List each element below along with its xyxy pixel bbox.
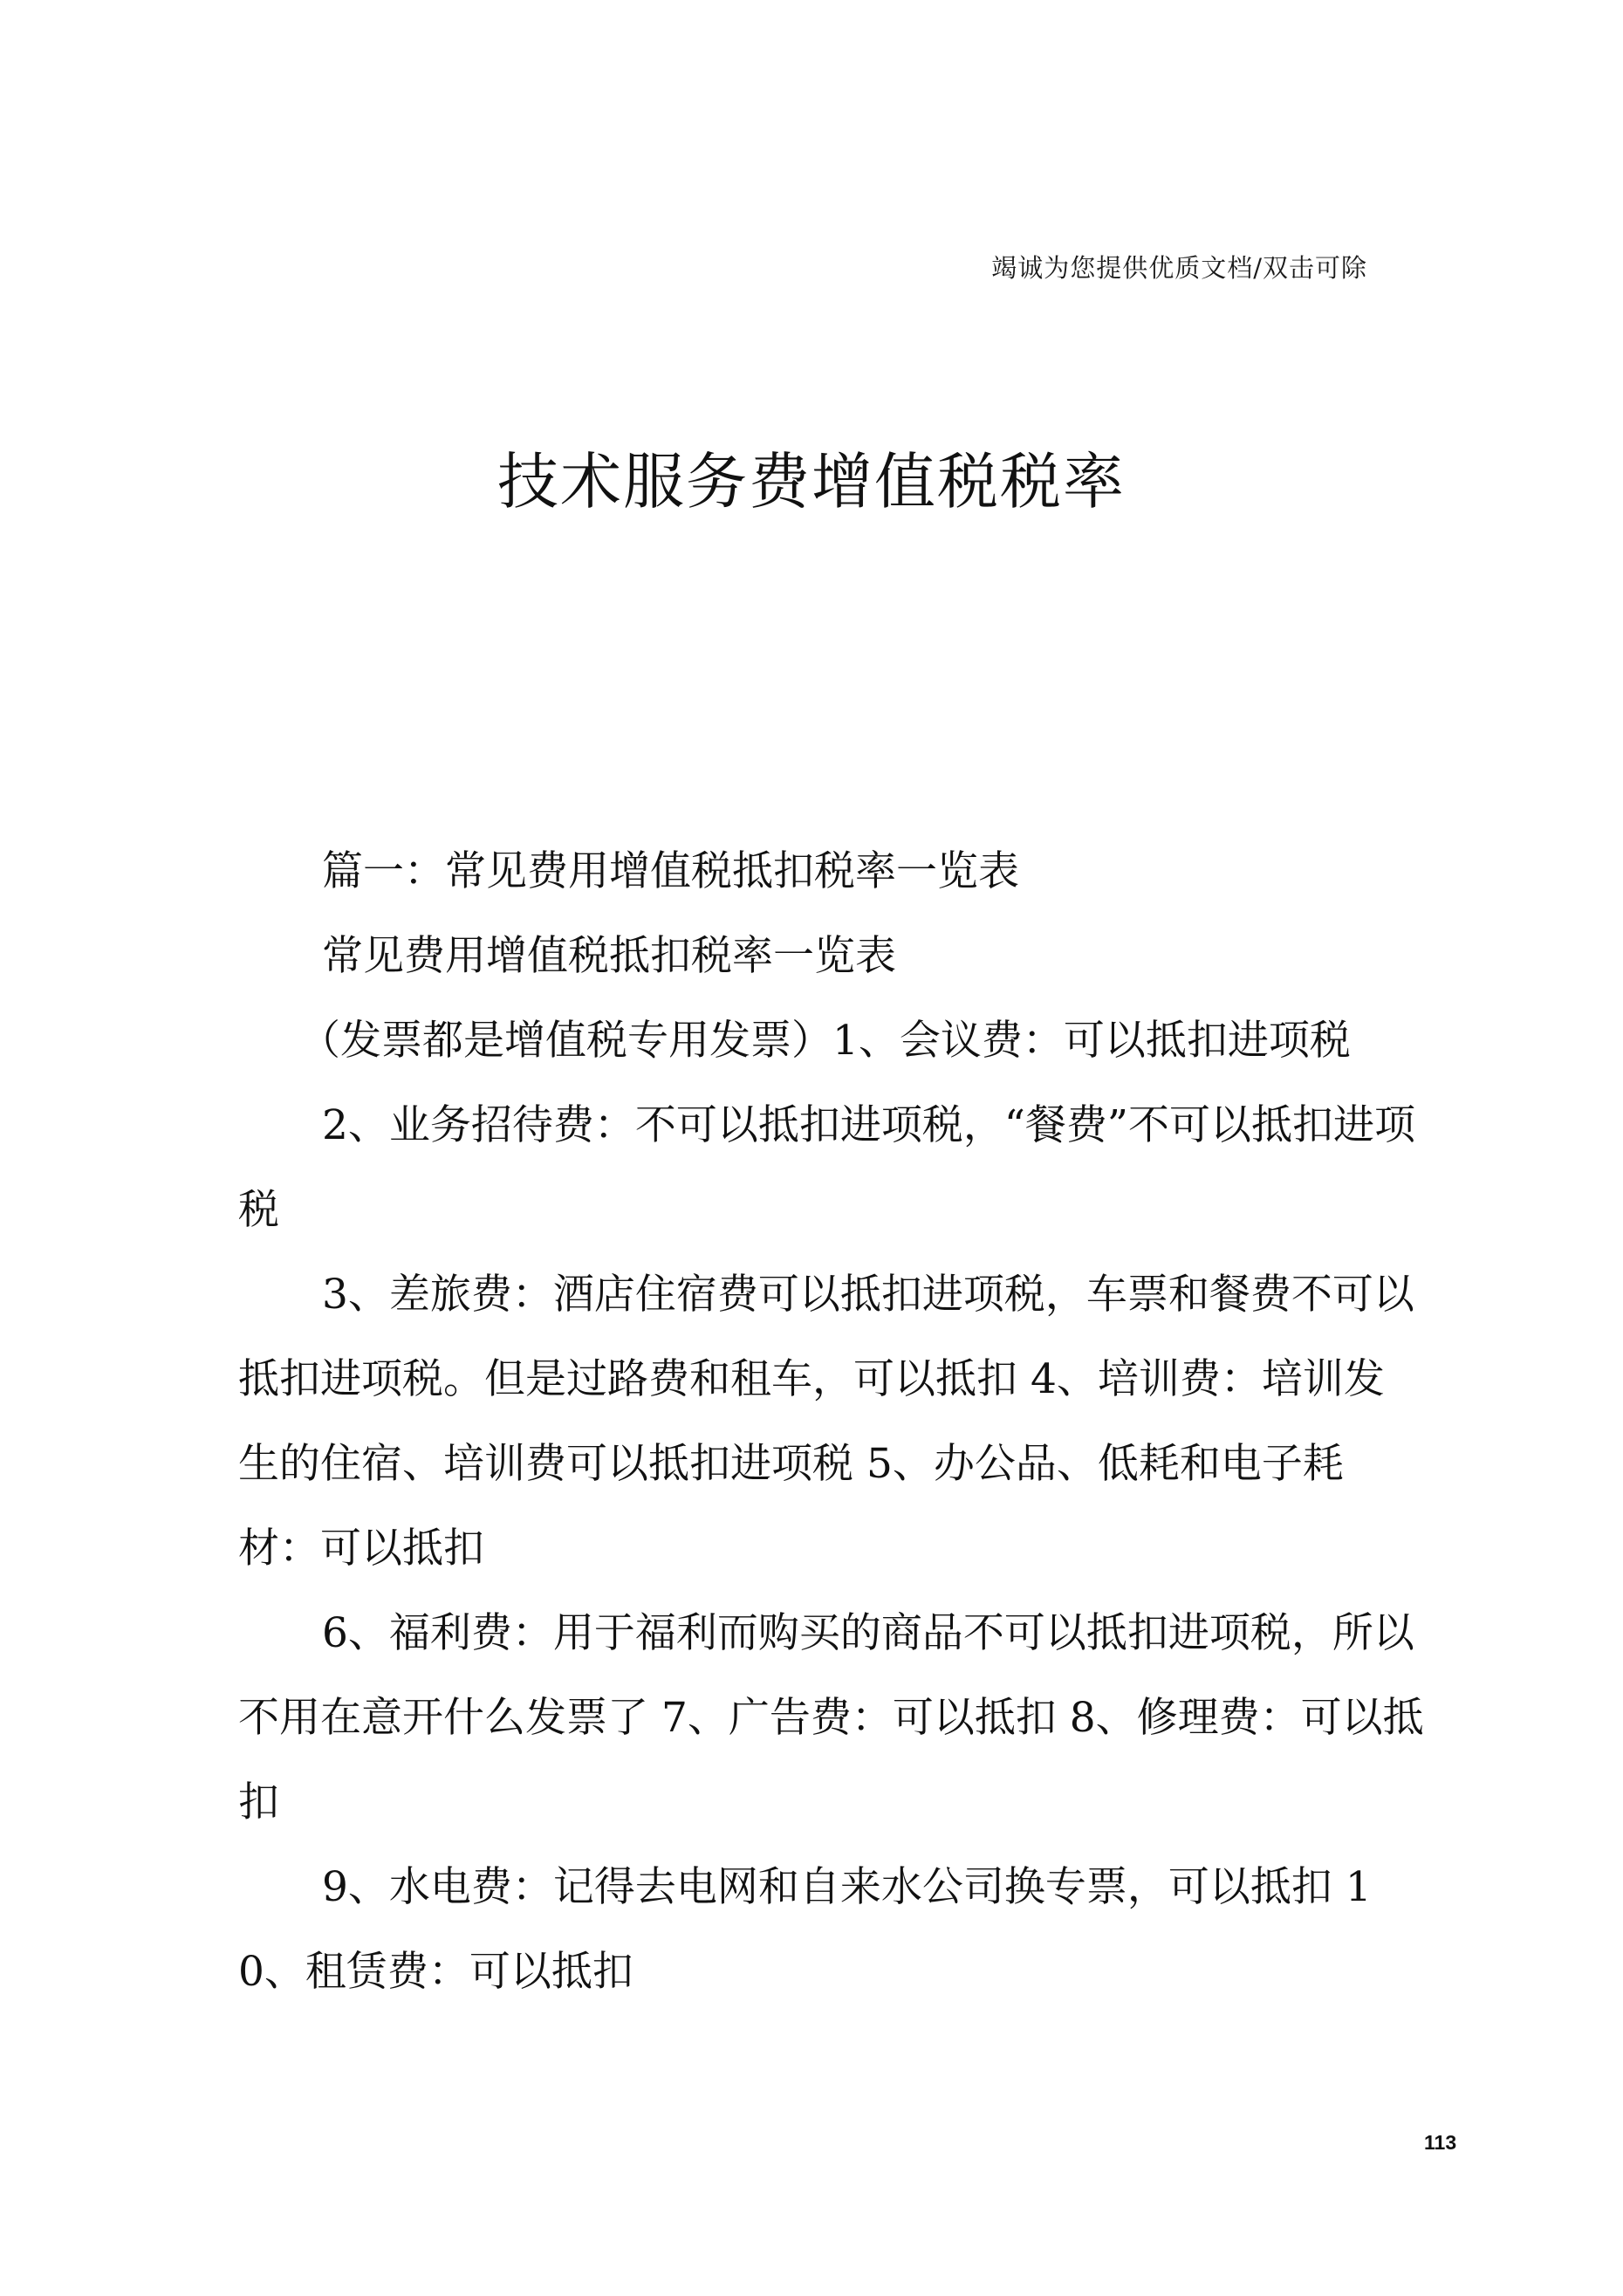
document-title: 技术服务费增值税税率: [497, 446, 1126, 517]
paragraph-item-6-8: 6、福利费：用于福利而购买的商品不可以抵扣进项税，所以不用在意开什么发票了 7、广告费：可以抵扣 8、修理费：可以抵扣: [238, 1609, 1424, 1827]
document-body: [238, 829, 1425, 2014]
paragraph-item-2: 2、业务招待费：不可以抵扣进项税，“餐费”不可以抵扣进项税: [238, 1101, 1415, 1234]
paragraph-section-heading: 篇一：常见费用增值税抵扣税率一览表: [322, 847, 1019, 895]
header-note: 竭诚为您提供优质文档/双击可除: [991, 253, 1367, 283]
page-number: 113: [1424, 2131, 1457, 2154]
paragraph-item-1: （发票都是增值税专用发票）1、会议费：可以抵扣进项税: [299, 1017, 1351, 1065]
paragraph-table-title: 常见费用增值税抵扣税率一览表: [322, 932, 896, 980]
paragraph-item-9-10: 9、水电费：记得去电网和自来水公司换专票，可以抵扣 10、租赁费：可以抵扣: [238, 1863, 1372, 1996]
paragraph-item-3-5: 3、差旅费：酒店住宿费可以抵扣进项税，车票和餐费不可以抵扣进项税。但是过路费和租车，可以抵扣 4、培训费：培训发生的住宿、培训费可以抵扣进项税 5、办公品、低耗和电子耗材：可以抵扣: [238, 1271, 1414, 1573]
